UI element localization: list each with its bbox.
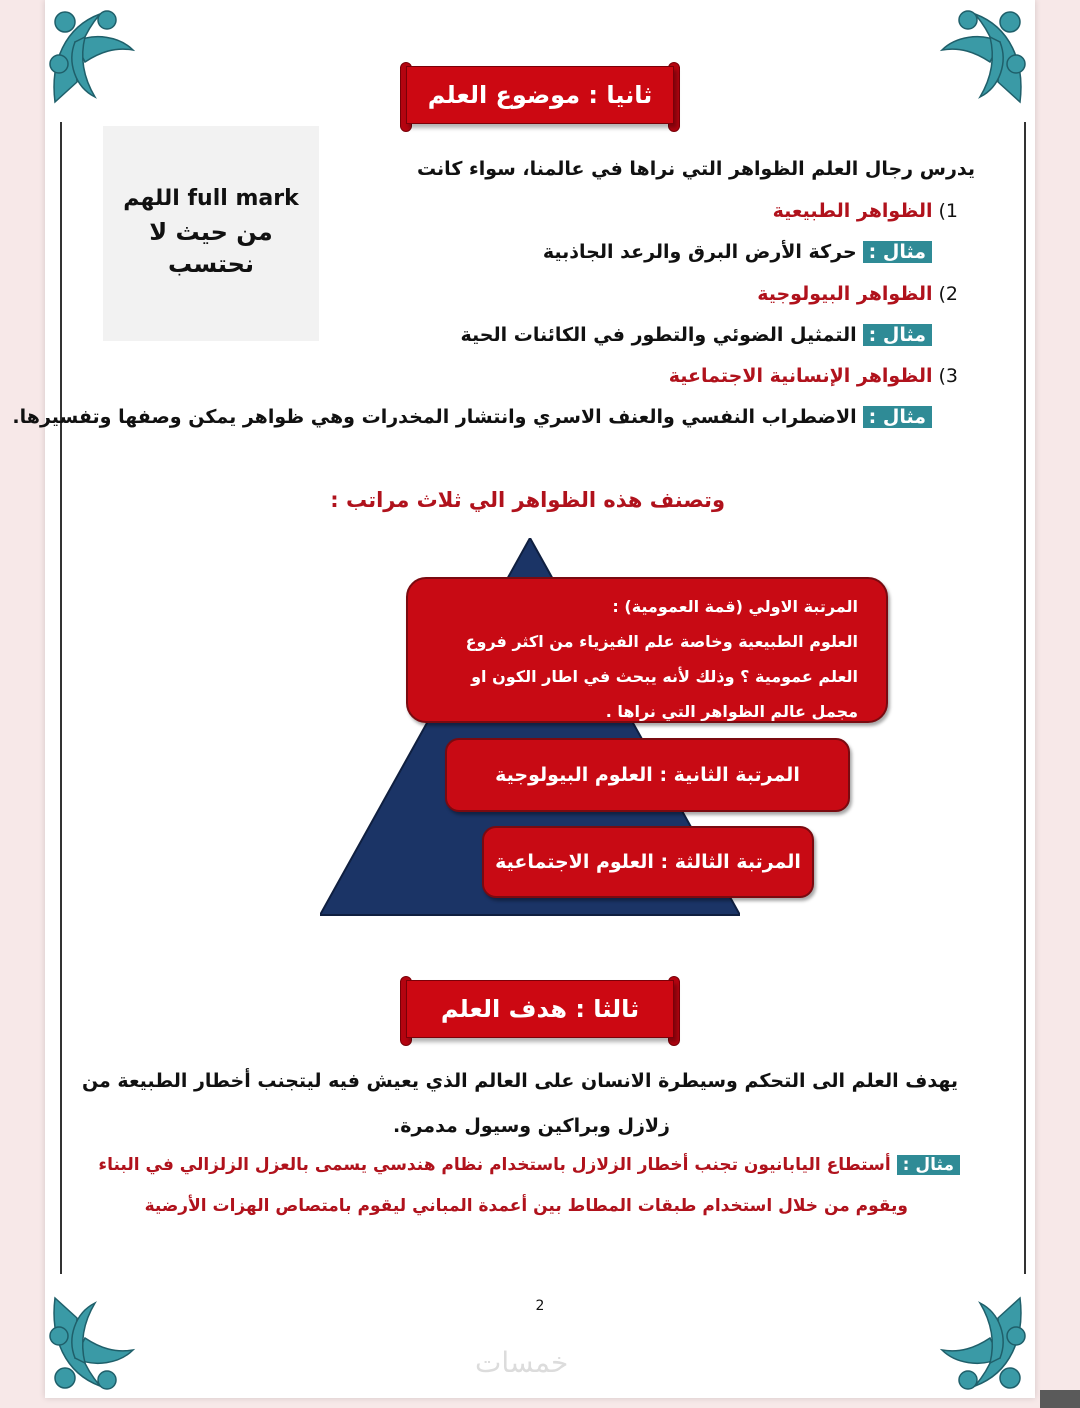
list-item-3-example-text: الاضطراب النفسي والعنف الاسري وانتشار المخدرات وهي ظواهر يمكن وصفها وتفسيرها. xyxy=(12,406,857,428)
list-item-2-number: 2) xyxy=(938,283,958,305)
section3-example-line2: ويقوم من خلال استخدام طبقات المطاط بين أعمدة المباني ليقوم بامتصاص الهزات الأرضية xyxy=(144,1196,908,1216)
logo-line1: اللهم full mark xyxy=(123,186,299,211)
classification-heading: وتصنف هذه الظواهر الي ثلاث مراتب : xyxy=(330,488,725,512)
section3-example-line1: أستطاع اليابانيون تجنب أخطار الزلازل باستخدام نظام هندسي يسمى بالعزل الزلزالي في البناء xyxy=(98,1155,891,1175)
list-item-1-example xyxy=(543,241,932,263)
corner-ornament-top-left-icon xyxy=(45,2,140,112)
list-item-3-example xyxy=(12,406,932,428)
page-number: 2 xyxy=(535,1298,545,1314)
list-item-3 xyxy=(669,365,958,387)
example-label: مثال : xyxy=(897,1155,960,1175)
section3-banner xyxy=(400,980,680,1038)
list-item-2-example-text: التمثيل الضوئي والتطور في الكائنات الحية xyxy=(460,324,857,346)
rank1-line2: العلوم الطبيعية وخاصة علم الفيزياء من اكثر فروع xyxy=(465,632,858,651)
example-label: مثال : xyxy=(863,324,932,346)
rank1-box xyxy=(406,577,888,723)
section2-title: ثانيا : موضوع العلم xyxy=(406,66,674,124)
list-item-2-example xyxy=(461,324,932,346)
logo-image xyxy=(103,126,319,341)
corner-ornament-top-right-icon xyxy=(935,2,1030,112)
rank2-label: المرتبة الثانية : العلوم البيولوجية xyxy=(495,764,800,786)
rank1-line4: مجمل عالم الظواهر التي نراها . xyxy=(605,702,858,721)
rank1-line3: العلم عمومية ؟ وذلك لأنه يبحث في اطار الكون او xyxy=(471,667,858,686)
section2-intro: يدرس رجال العلم الظواهر التي نراها في عالمنا، سواء كانت xyxy=(416,158,975,180)
list-item-1-number: 1) xyxy=(938,200,958,222)
list-item-3-number: 3) xyxy=(938,365,958,387)
rank1-line1: المرتبة الاولي (قمة العمومية) : xyxy=(612,597,858,616)
watermark: خمسات xyxy=(475,1346,569,1379)
section3-example xyxy=(98,1155,960,1175)
example-label: مثال : xyxy=(863,241,932,263)
section3-line1: يهدف العلم الى التحكم وسيطرة الانسان على العالم الذي يعيش فيه ليتجنب أخطار الطبيعة من xyxy=(81,1070,958,1092)
list-item-3-name: الظواهر الإنسانية الاجتماعية xyxy=(668,365,933,387)
rank3-box xyxy=(482,826,814,898)
rank3-label: المرتبة الثالثة : العلوم الاجتماعية xyxy=(495,851,801,873)
logo-line2: من حيث لا xyxy=(149,218,273,246)
section3-line2: زلازل وبراكين وسيول مدمرة. xyxy=(393,1115,670,1137)
list-item-1 xyxy=(773,200,958,222)
list-item-1-example-text: حركة الأرض البرق والرعد الجاذبية xyxy=(542,241,857,263)
list-item-1-name: الظواهر الطبيعية xyxy=(772,200,933,222)
rank2-box xyxy=(445,738,850,812)
logo-line3: نحتسب xyxy=(168,250,254,278)
section3-title: ثالثا : هدف العلم xyxy=(406,980,674,1038)
list-item-2 xyxy=(757,283,958,305)
section2-banner xyxy=(400,66,680,124)
corner-tab xyxy=(1040,1390,1080,1408)
list-item-2-name: الظواهر البيولوجية xyxy=(757,283,933,305)
example-label: مثال : xyxy=(863,406,932,428)
